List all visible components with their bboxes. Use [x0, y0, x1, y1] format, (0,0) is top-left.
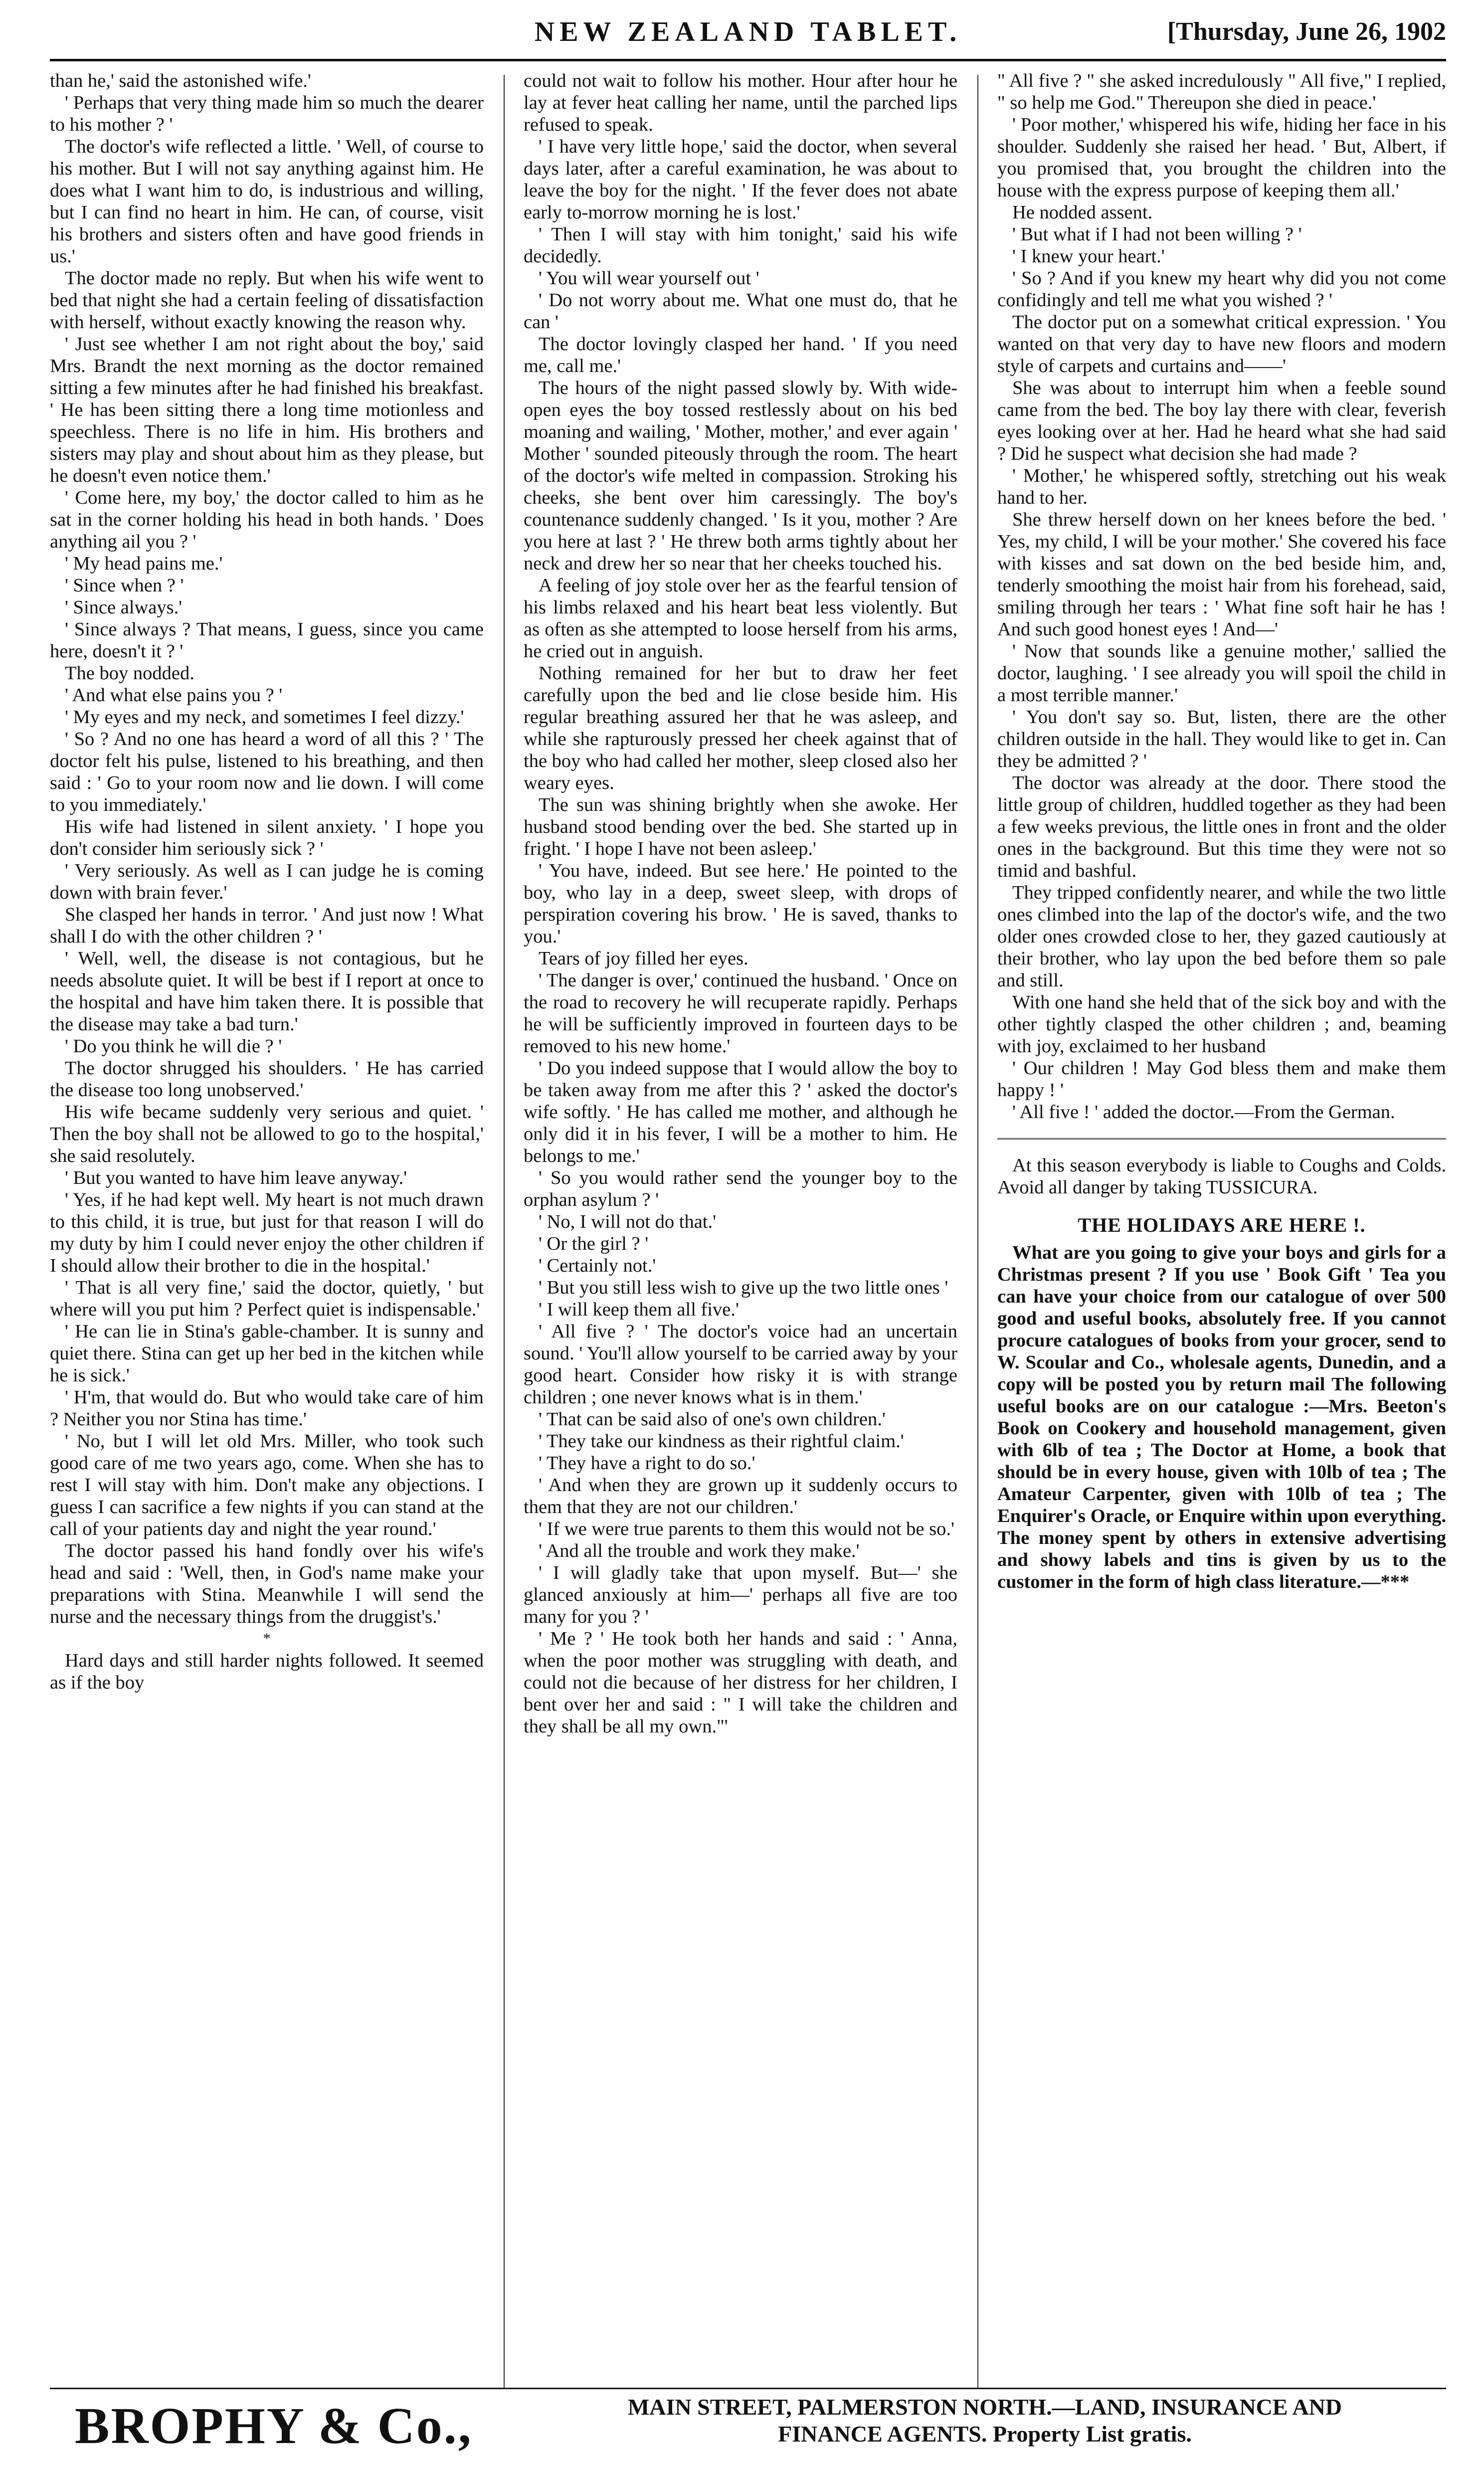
article-paragraph: ' Or the girl ? '	[539, 1233, 649, 1254]
article-paragraph: ' Come here, my boy,' the doctor called to him as he sat in the corner holding his head in both hands. ' Does anything ail you ? '	[50, 487, 484, 552]
advert-heading: THE HOLIDAYS ARE HERE !.	[1078, 1214, 1366, 1236]
article-paragraph: The doctor was already at the door. There stood the little group of children, huddled together as they had been a few weeks previous, the little ones in front and the older ones in the background. But this time they were not so timid and bashful.	[997, 772, 1446, 881]
story-end-rule	[997, 1138, 1446, 1139]
article-paragraph: ' That can be said also of one's own children.'	[539, 1409, 886, 1430]
article-paragraph: ' And all the trouble and work they make.'	[539, 1540, 860, 1561]
article-paragraph: ' Me ? ' He took both her hands and said : ' Anna, when the poor mother was struggling with death, and could not die because of her distress for her children, I bent over her and said : " I will take the children and they shall be all my own."'	[524, 1628, 957, 1737]
article-paragraph: Nothing remained for her but to draw her feet carefully upon the bed and lie close beside him. His regular breathing assured her that he was asleep, and while she rapturously pressed her cheek against that of the boy who had called her mother, sleep closed also her weary eyes.	[524, 663, 957, 793]
footer-advert	[524, 2394, 1446, 2448]
article-paragraph: than he,' said the astonished wife.'	[50, 70, 311, 91]
article-paragraph: ' Now that sounds like a genuine mother,' sallied the doctor, laughing. ' I see already you will spoil the child in a most terrible manner.'	[997, 641, 1446, 706]
article-paragraph: ' Do you think he will die ? '	[65, 1036, 282, 1057]
article-paragraph: ' They take our kindness as their rightful claim.'	[539, 1431, 904, 1452]
article-paragraph: With one hand she held that of the sick boy and with the other tightly clasped the other children ; and, beaming with joy, exclaimed to her husband	[997, 992, 1446, 1057]
article-paragraph: ' Do you indeed suppose that I would allow the boy to be taken away from me after this ? ' asked the doctor's wife softly. ' He has called me mother, and although he only did it in his fever, I will be a mother to him. He belongs to me.'	[524, 1058, 957, 1166]
article-paragraph: ' Our children ! May God bless them and make them happy ! '	[997, 1058, 1446, 1101]
article-paragraph: ' So you would rather send the younger boy to the orphan asylum ? '	[524, 1167, 957, 1210]
column-1	[50, 70, 484, 2389]
article-paragraph: ' You don't say so. But, listen, there are the other children outside in the hall. They would like to get in. Can they be admitted ? '	[997, 707, 1446, 771]
article-paragraph: ' Perhaps that very thing made him so much the dearer to his mother ? '	[50, 92, 484, 135]
article-paragraph: ' No, but I will let old Mrs. Miller, who took such good care of me two years ago, come. When she has to rest I will stay with him. Don't make any objections. I guess I can sacrifice a few nights if you can stand at the call of your patients day and night the year round.'	[50, 1431, 484, 1539]
article-paragraph: ' And what else pains you ? '	[65, 685, 283, 706]
article-paragraph: ' If we were true parents to them this would not be so.'	[539, 1518, 954, 1539]
article-paragraph: The boy nodded.	[65, 663, 194, 684]
article-paragraph: They tripped confidently nearer, and while the two little ones climbed into the lap of the doctor's wife, and the two older ones crowded close to her, they gazed cautiously at their brother, who lay upon the bed before them so pale and still.	[997, 882, 1446, 991]
article-paragraph: ' But you still less wish to give up the two little ones '	[539, 1277, 948, 1298]
article-paragraph: ' They have a right to do so.'	[539, 1453, 755, 1474]
article-paragraph: The doctor's wife reflected a little. ' Well, of course to his mother. But I will not say anything against him. He does what I want him to do, is industrious and willing, but I can find no heart in him. He can, of course, visit his brothers and sisters often and have good friends in us.'	[50, 136, 484, 267]
article-paragraph: ' The danger is over,' continued the husband. ' Once on the road to recovery he will recuperate rapidly. Perhaps he will be sufficiently improved in fourteen days to be removed to his new home.'	[524, 970, 957, 1057]
article-paragraph: could not wait to follow his mother. Hour after hour he lay at fever heat calling her name, until the parched lips refused to speak.	[524, 70, 957, 135]
article-paragraph: " All five ? " she asked incredulously " All five," I replied, " so help me God." Thereupon she died in peace.'	[997, 70, 1446, 113]
article-paragraph: ' Just see whether I am not right about the boy,' said Mrs. Brandt the next morning as the doctor remained sitting a few minutes after he had finished his breakfast. ' He has been sitting there a long time motionless and speechless. There is no life in him. His brothers and sisters may play and shout about him as they please, but he doesn't even notice them.'	[50, 334, 484, 486]
column-divider-1	[504, 75, 505, 2389]
story-conclusion	[997, 70, 1446, 1123]
article-paragraph: ' Certainly not.'	[539, 1255, 656, 1276]
article-paragraph: ' My head pains me.'	[65, 553, 223, 574]
article-paragraph: The doctor lovingly clasped her hand. ' If you need me, call me.'	[524, 334, 957, 377]
article-paragraph: The sun was shining brightly when she awoke. Her husband stood bending over the bed. She started up in fright. ' I hope I have not been asleep.'	[524, 794, 957, 859]
article-paragraph: His wife became suddenly very serious and quiet. ' Then the boy shall not be allowed to go to the hospital,' she said resolutely.	[50, 1102, 484, 1166]
footer-firm-name: BROPHY & Co.,	[75, 2397, 473, 2455]
article-paragraph: ' All five ? ' The doctor's voice had an uncertain sound. ' You'll allow yourself to be carried away by your good heart. Consider how risky it is with strange children ; one never knows what is in them.'	[524, 1321, 957, 1408]
column-3	[997, 70, 1446, 2389]
article-paragraph: ' Well, well, the disease is not contagious, but he needs absolute quiet. It will be best if I report at once to the hospital and have him taken there. It is possible that the disease may take a bad turn.'	[50, 948, 484, 1035]
article-paragraph: ' So ? And no one has heard a word of all this ? ' The doctor felt his pulse, listened to his breathing, and then said : ' Go to your room now and lie down. I will come to you immediately.'	[50, 729, 484, 815]
article-paragraph: ' All five ! ' added the doctor.—From the German.	[1012, 1102, 1395, 1123]
article-paragraph: ' But you wanted to have him leave anyway.'	[65, 1167, 407, 1188]
tussicura-notice: At this season everybody is liable to Coughs and Colds. Avoid all danger by taking TUSSICURA.	[997, 1155, 1446, 1198]
paper-name: NEW ZEALAND TABLET.	[534, 16, 962, 47]
article-paragraph: ' Since when ? '	[65, 575, 184, 596]
article-paragraph: The doctor made no reply. But when his wife went to bed that night she had a certain feeling of dissatisfaction with herself, without exactly knowing the reason why.	[50, 268, 484, 333]
article-paragraph: ' Since always ? That means, I guess, since you came here, doesn't it ? '	[50, 619, 484, 662]
article-paragraph: The hours of the night passed slowly by. With wide-open eyes the boy tossed restlessly about on his bed moaning and wailing, ' Mother, mother,' and ever again ' Mother ' sounded piteously through the room. The heart of the doctor's wife melted in compassion. Stroking his cheeks, she bent over him caressingly. The boy's countenance suddenly changed. ' Is it you, mother ? Are you here at last ? ' He threw both arms tightly about her neck and drew her so near that her cheeks touched his.	[524, 378, 957, 574]
article-paragraph: Hard days and still harder nights followed. It seemed as if the boy	[50, 1650, 484, 1693]
article-paragraph: ' That is all very fine,' said the doctor, quietly, ' but where will you put him ? Perfect quiet is indispensable.'	[50, 1277, 484, 1320]
article-paragraph: She was about to interrupt him when a feeble sound came from the bed. The boy lay there with clear, feverish eyes looking over at her. Had he heard what she had said ? Did he suspect what decision she had made ?	[997, 378, 1446, 464]
article-paragraph: ' Then I will stay with him tonight,' said his wife decidedly.	[524, 224, 957, 267]
footer-line-1: MAIN STREET, PALMERSTON NORTH.—LAND, INSURANCE AND	[627, 2394, 1342, 2420]
article-paragraph: ' He can lie in Stina's gable-chamber. It is sunny and quiet there. Stina can get up her bed in the kitchen while he is sick.'	[50, 1321, 484, 1386]
section-ornament: *	[263, 1630, 271, 1647]
column-2	[524, 70, 957, 2389]
issue-date: [Thursday, June 26, 1902	[1167, 17, 1446, 46]
article-paragraph: He nodded assent.	[1012, 202, 1153, 223]
article-paragraph: She threw herself down on her knees before the bed. ' Yes, my child, I will be your mother.' She covered his face with kisses and sat down on the bed beside him, and, tenderly smoothing the moist hair from his forehead, said, smiling through her tears : ' What fine soft hair he has ! And such good honest eyes ! And—'	[997, 509, 1446, 640]
article-paragraph: ' H'm, that would do. But who would take care of him ? Neither you nor Stina has time.'	[50, 1387, 484, 1430]
column-divider-2	[977, 75, 978, 2389]
article-paragraph: She clasped her hands in terror. ' And just now ! What shall I do with the other children ? '	[50, 904, 484, 947]
article-paragraph: ' No, I will not do that.'	[539, 1211, 717, 1232]
article-paragraph: ' Poor mother,' whispered his wife, hiding her face in his shoulder. Suddenly she raised her head. ' But, Albert, if you promised that, you brought the children into the house with the express purpose of keeping them all.'	[997, 114, 1446, 201]
header-rule	[50, 59, 1446, 61]
article-paragraph: ' Mother,' he whispered softly, stretching out his weak hand to her.	[997, 465, 1446, 508]
article-paragraph: ' And when they are grown up it suddenly occurs to them that they are not our children.'	[524, 1475, 957, 1518]
article-paragraph: ' Yes, if he had kept well. My heart is not much drawn to this child, it is true, but just for that reason I will do my duty by him I could never enjoy the other children if I should allow their brother to die in the hospital.'	[50, 1189, 484, 1276]
article-paragraph: The doctor shrugged his shoulders. ' He has carried the disease too long unobserved.'	[50, 1058, 484, 1101]
article-paragraph: ' My eyes and my neck, and sometimes I feel dizzy.'	[65, 707, 464, 728]
masthead	[50, 14, 1446, 59]
article-paragraph: The doctor put on a somewhat critical expression. ' You wanted on that very day to have new floors and modern style of carpets and curtains and——'	[997, 312, 1446, 377]
article-paragraph: ' Since always.'	[65, 597, 183, 618]
article-paragraph: ' I will gladly take that upon myself. But—' she glanced anxiously at him—' perhaps all five are too many for you ? '	[524, 1562, 957, 1627]
article-paragraph: ' You will wear yourself out '	[539, 268, 759, 289]
article-paragraph: ' Very seriously. As well as I can judge he is coming down with brain fever.'	[50, 860, 484, 903]
article-paragraph: ' I have very little hope,' said the doctor, when several days later, after a careful examination, he was about to leave the boy for the night. ' If the fever does not abate early to-morrow morning he is lost.'	[524, 136, 957, 223]
article-paragraph: ' So ? And if you knew my heart why did you not come confidingly and tell me what you wished ? '	[997, 268, 1446, 311]
article-paragraph: A feeling of joy stole over her as the fearful tension of his limbs relaxed and his heart beat less violently. But as often as she attempted to loose herself from his arms, he cried out in anguish.	[524, 575, 957, 662]
article-paragraph: ' You have, indeed. But see here.' He pointed to the boy, who lay in a deep, sweet sleep, with drops of perspiration covering his brow. ' He is saved, thanks to you.'	[524, 860, 957, 947]
article-paragraph: ' I will keep them all five.'	[539, 1299, 739, 1320]
footer-line-2: FINANCE AGENTS. Property List gratis.	[778, 2421, 1192, 2447]
advert-body: What are you going to give your boys and girls for a Christmas present ? If you use ' Book Gift ' Tea you can have your choice from our catalogue of over 500 good and useful books, absolutely free. If you cannot procure catalogues of books from your grocer, send to W. Scoular and Co., wholesale agents, Dunedin, and a copy will be posted you by return mail The following useful books are on our catalogue :—Mrs. Beeton's Book on Cookery and household management, given with 6lb of tea ; The Doctor at Home, a book that should be in every house, given with 10lb of tea ; The Amateur Carpenter, given with 10lb of tea ; The Enquirer's Oracle, or Enquire within upon everything. The money spent by others in extensive advertising and showy labels and tins is given by us to the customer in the form of high class literature.—***	[997, 1242, 1446, 1592]
article-paragraph: The doctor passed his hand fondly over his wife's head and said : 'Well, then, in God's name make your preparations with Stina. Meanwhile I will send the nurse and the necessary things from the druggist's.'	[50, 1540, 484, 1627]
article-paragraph: ' I knew your heart.'	[1012, 246, 1165, 267]
article-paragraph: His wife had listened in silent anxiety. ' I hope you don't consider him seriously sick ? '	[50, 816, 484, 859]
article-paragraph: ' Do not worry about me. What one must do, that he can '	[524, 290, 957, 333]
footer-rule	[50, 2388, 1446, 2389]
article-paragraph: ' But what if I had not been willing ? '	[1012, 224, 1302, 245]
article-paragraph: Tears of joy filled her eyes.	[539, 948, 748, 969]
